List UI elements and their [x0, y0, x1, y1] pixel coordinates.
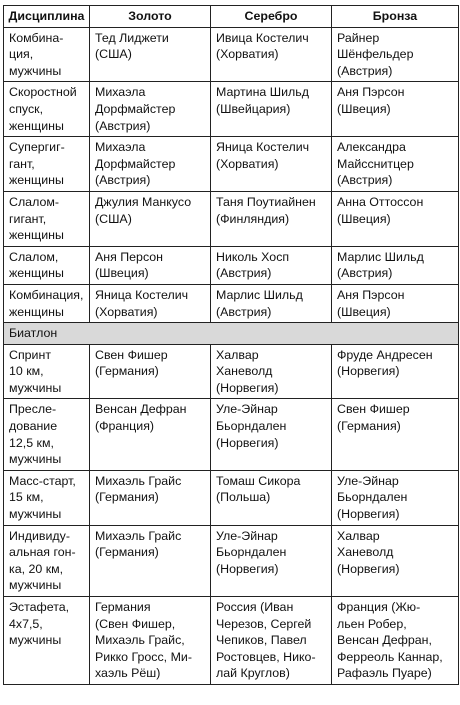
silver-cell — [211, 82, 332, 137]
cell-line: лай Круглов) — [216, 666, 290, 681]
cell-line: (Германия) — [95, 490, 159, 505]
cell-line: Яница Костелич — [216, 140, 310, 155]
cell-line: (Хорватия) — [216, 47, 279, 62]
cell-line: Мартина Шильд — [216, 85, 309, 100]
cell-line: (Швеция) — [337, 304, 391, 319]
cell-line: Анна Оттоссон — [337, 194, 424, 209]
discipline-cell — [4, 399, 90, 470]
cell-line: 10 км, — [9, 364, 44, 379]
cell-line: женщины — [9, 173, 64, 188]
cell-line: мужчины — [9, 633, 62, 648]
cell-line: Ростовцев, Нико- — [216, 649, 316, 664]
discipline-cell — [4, 597, 90, 685]
cell-line: Масс-старт, — [9, 473, 76, 488]
cell-line: хаэль Рёш) — [95, 666, 161, 681]
cell-line: (Австрия) — [95, 118, 151, 133]
discipline-cell — [4, 344, 90, 399]
cell-line: (Финляндия) — [216, 211, 290, 226]
discipline-cell — [4, 246, 90, 284]
discipline-cell — [4, 525, 90, 596]
silver-cell — [211, 470, 332, 525]
cell-line: (Норвегия) — [337, 364, 400, 379]
cell-line: Аня Пэрсон — [337, 85, 405, 100]
cell-line: Майсснитцер — [337, 156, 414, 171]
cell-line: (Норвегия) — [337, 561, 400, 576]
gold-cell — [90, 137, 211, 192]
cell-line: (Швеция) — [337, 211, 391, 226]
cell-line: (Норвегия) — [216, 380, 279, 395]
cell-line: Германия — [95, 600, 151, 614]
cell-line: Уле-Эйнар — [216, 402, 278, 417]
cell-line: дование — [9, 419, 58, 434]
cell-line: Марлис Шильд — [337, 249, 424, 264]
cell-line: Эстафета, — [9, 600, 70, 614]
biathlon-section-header — [4, 323, 459, 345]
cell-line: Халвар — [216, 347, 259, 362]
cell-line: (Норвегия) — [216, 561, 279, 576]
cell-line: Скоростной — [9, 85, 77, 100]
header-bronze: Бронза — [332, 6, 459, 28]
table-row — [4, 344, 459, 399]
gold-cell — [90, 525, 211, 596]
cell-line: мужчины — [9, 507, 62, 522]
cell-line: (Свен Фишер, — [95, 616, 176, 631]
cell-line: Николь Хосп — [216, 249, 290, 264]
header-gold: Золото — [90, 6, 211, 28]
bronze-cell — [332, 344, 459, 399]
table-row — [4, 284, 459, 322]
cell-line: 12,5 км, — [9, 435, 54, 450]
cell-line: Бьорндален — [216, 545, 287, 560]
cell-line: Слалом, — [9, 249, 59, 264]
cell-line: Уле-Эйнар — [216, 528, 278, 543]
cell-line: Черезов, Сергей — [216, 616, 312, 631]
cell-line: Супергиг- — [9, 140, 65, 155]
cell-line: женщины — [9, 304, 64, 319]
cell-line: Свен Фишер — [337, 402, 410, 417]
cell-line: Свен Фишер — [95, 347, 168, 362]
cell-line: (Швеция) — [95, 266, 149, 281]
discipline-cell — [4, 284, 90, 322]
discipline-cell — [4, 27, 90, 82]
cell-line: спуск, — [9, 101, 44, 116]
bronze-cell — [332, 27, 459, 82]
alpine-section — [4, 27, 459, 323]
cell-line: Ханеволд — [216, 364, 273, 379]
cell-line: Тед Лиджети — [95, 30, 169, 45]
cell-line: Спринт — [9, 347, 51, 362]
gold-cell — [90, 82, 211, 137]
cell-line: мужчины — [9, 380, 62, 395]
header-row — [4, 6, 459, 28]
cell-line: Индивиду- — [9, 528, 70, 543]
cell-line: Бьорндален — [216, 419, 287, 434]
bronze-cell — [332, 399, 459, 470]
table-row — [4, 191, 459, 246]
cell-line: Халвар — [337, 528, 380, 543]
cell-line: (Австрия) — [95, 173, 151, 188]
cell-line: ция, — [9, 47, 34, 62]
cell-line: (Австрия) — [337, 266, 393, 281]
gold-cell — [90, 191, 211, 246]
bronze-cell — [332, 470, 459, 525]
cell-line: Россия (Иван — [216, 600, 294, 614]
cell-line: Марлис Шильд — [216, 287, 303, 302]
bronze-cell — [332, 137, 459, 192]
section-row — [4, 323, 459, 345]
cell-line: (Норвегия) — [216, 435, 279, 450]
silver-cell — [211, 344, 332, 399]
gold-cell — [90, 344, 211, 399]
cell-line: (США) — [95, 47, 132, 62]
table-row — [4, 27, 459, 82]
bronze-cell — [332, 597, 459, 685]
cell-line: (Германия) — [95, 545, 159, 560]
table-row — [4, 470, 459, 525]
cell-line: Шёнфельдер — [337, 47, 414, 62]
cell-line: Уле-Эйнар — [337, 473, 399, 488]
table-row — [4, 399, 459, 470]
cell-line: Михаэла — [95, 85, 146, 100]
cell-line: Михаэла — [95, 140, 146, 155]
cell-line: Ферреоль Каннар, — [337, 649, 443, 664]
cell-line: Ивица Костелич — [216, 30, 309, 45]
bronze-cell — [332, 284, 459, 322]
cell-line: (Франция) — [95, 419, 155, 434]
cell-line: Венсан Дефран, — [337, 633, 432, 648]
cell-line: Рафаэль Пуаре) — [337, 666, 432, 681]
cell-line: женщины — [9, 266, 64, 281]
cell-line: Фруде Андресен — [337, 347, 433, 362]
table-row — [4, 82, 459, 137]
cell-line: Михаэль Грайс — [95, 473, 182, 488]
cell-line: (Хорватия) — [95, 304, 158, 319]
silver-cell — [211, 525, 332, 596]
cell-line: (Хорватия) — [216, 156, 279, 171]
cell-line: Аня Персон — [95, 249, 164, 264]
cell-line: (Австрия) — [337, 63, 393, 78]
bronze-cell — [332, 525, 459, 596]
cell-line: (Австрия) — [337, 173, 393, 188]
cell-line: Михаэль Грайс — [95, 528, 182, 543]
cell-line: Дорфмайстер — [95, 101, 176, 116]
discipline-cell — [4, 191, 90, 246]
silver-cell — [211, 191, 332, 246]
silver-cell — [211, 246, 332, 284]
cell-line: Райнер — [337, 30, 380, 45]
discipline-cell — [4, 82, 90, 137]
cell-line: 15 км, — [9, 490, 44, 505]
gold-cell — [90, 246, 211, 284]
cell-line: ка, 20 км, — [9, 561, 64, 576]
cell-line: мужчины — [9, 63, 62, 78]
silver-cell — [211, 399, 332, 470]
cell-line: Бьорндален — [337, 490, 408, 505]
cell-line: Чепиков, Павел — [216, 633, 307, 648]
cell-line: Венсан Дефран — [95, 402, 187, 417]
cell-line: Томаш Сикора — [216, 473, 301, 488]
cell-line: Пресле- — [9, 402, 57, 417]
silver-cell — [211, 284, 332, 322]
cell-line: Аня Пэрсон — [337, 287, 405, 302]
cell-line: мужчины — [9, 578, 62, 593]
header-discipline: Дисциплина — [4, 6, 90, 28]
cell-line: Ханеволд — [337, 545, 394, 560]
cell-line: (Германия) — [95, 364, 159, 379]
cell-line: Джулия Манкусо — [95, 194, 192, 209]
gold-cell — [90, 284, 211, 322]
gold-cell — [90, 399, 211, 470]
cell-line: (Австрия) — [216, 304, 272, 319]
cell-line: Александра — [337, 140, 406, 155]
cell-line: Слалом- — [9, 194, 59, 209]
table-row — [4, 525, 459, 596]
gold-cell — [90, 470, 211, 525]
cell-line: Рикко Гросс, Ми- — [95, 649, 192, 664]
cell-line: альная гон- — [9, 545, 76, 560]
table-row — [4, 246, 459, 284]
cell-line: Дорфмайстер — [95, 156, 176, 171]
cell-line: Яница Костелич — [95, 287, 189, 302]
table-row — [4, 137, 459, 192]
discipline-cell — [4, 137, 90, 192]
cell-line: (Швеция) — [337, 101, 391, 116]
section-title: Биатлон — [4, 323, 459, 345]
table-row — [4, 597, 459, 685]
biathlon-section — [4, 344, 459, 684]
cell-line: (Австрия) — [216, 266, 272, 281]
cell-line: льен Робер, — [337, 616, 407, 631]
cell-line: Комбина- — [9, 30, 64, 45]
bronze-cell — [332, 82, 459, 137]
gold-cell — [90, 27, 211, 82]
cell-line: (Польша) — [216, 490, 271, 505]
cell-line: Комбинация, — [9, 287, 84, 302]
cell-line: Михаэль Грайс, — [95, 633, 185, 648]
cell-line: женщины — [9, 118, 64, 133]
cell-line: 4х7,5, — [9, 616, 43, 631]
bronze-cell — [332, 191, 459, 246]
medal-table — [3, 5, 459, 685]
cell-line: Таня Поутиайнен — [216, 194, 316, 209]
cell-line: Франция (Жю- — [337, 600, 421, 614]
cell-line: (США) — [95, 211, 132, 226]
cell-line: (Норвегия) — [337, 507, 400, 522]
silver-cell — [211, 137, 332, 192]
cell-line: женщины — [9, 228, 64, 243]
bronze-cell — [332, 246, 459, 284]
cell-line: (Германия) — [337, 419, 401, 434]
gold-cell — [90, 597, 211, 685]
cell-line: гигант, — [9, 211, 47, 226]
cell-line: мужчины — [9, 452, 62, 467]
cell-line: гант, — [9, 156, 35, 171]
silver-cell — [211, 27, 332, 82]
discipline-cell — [4, 470, 90, 525]
silver-cell — [211, 597, 332, 685]
cell-line: (Швейцария) — [216, 101, 291, 116]
header-silver: Серебро — [211, 6, 332, 28]
